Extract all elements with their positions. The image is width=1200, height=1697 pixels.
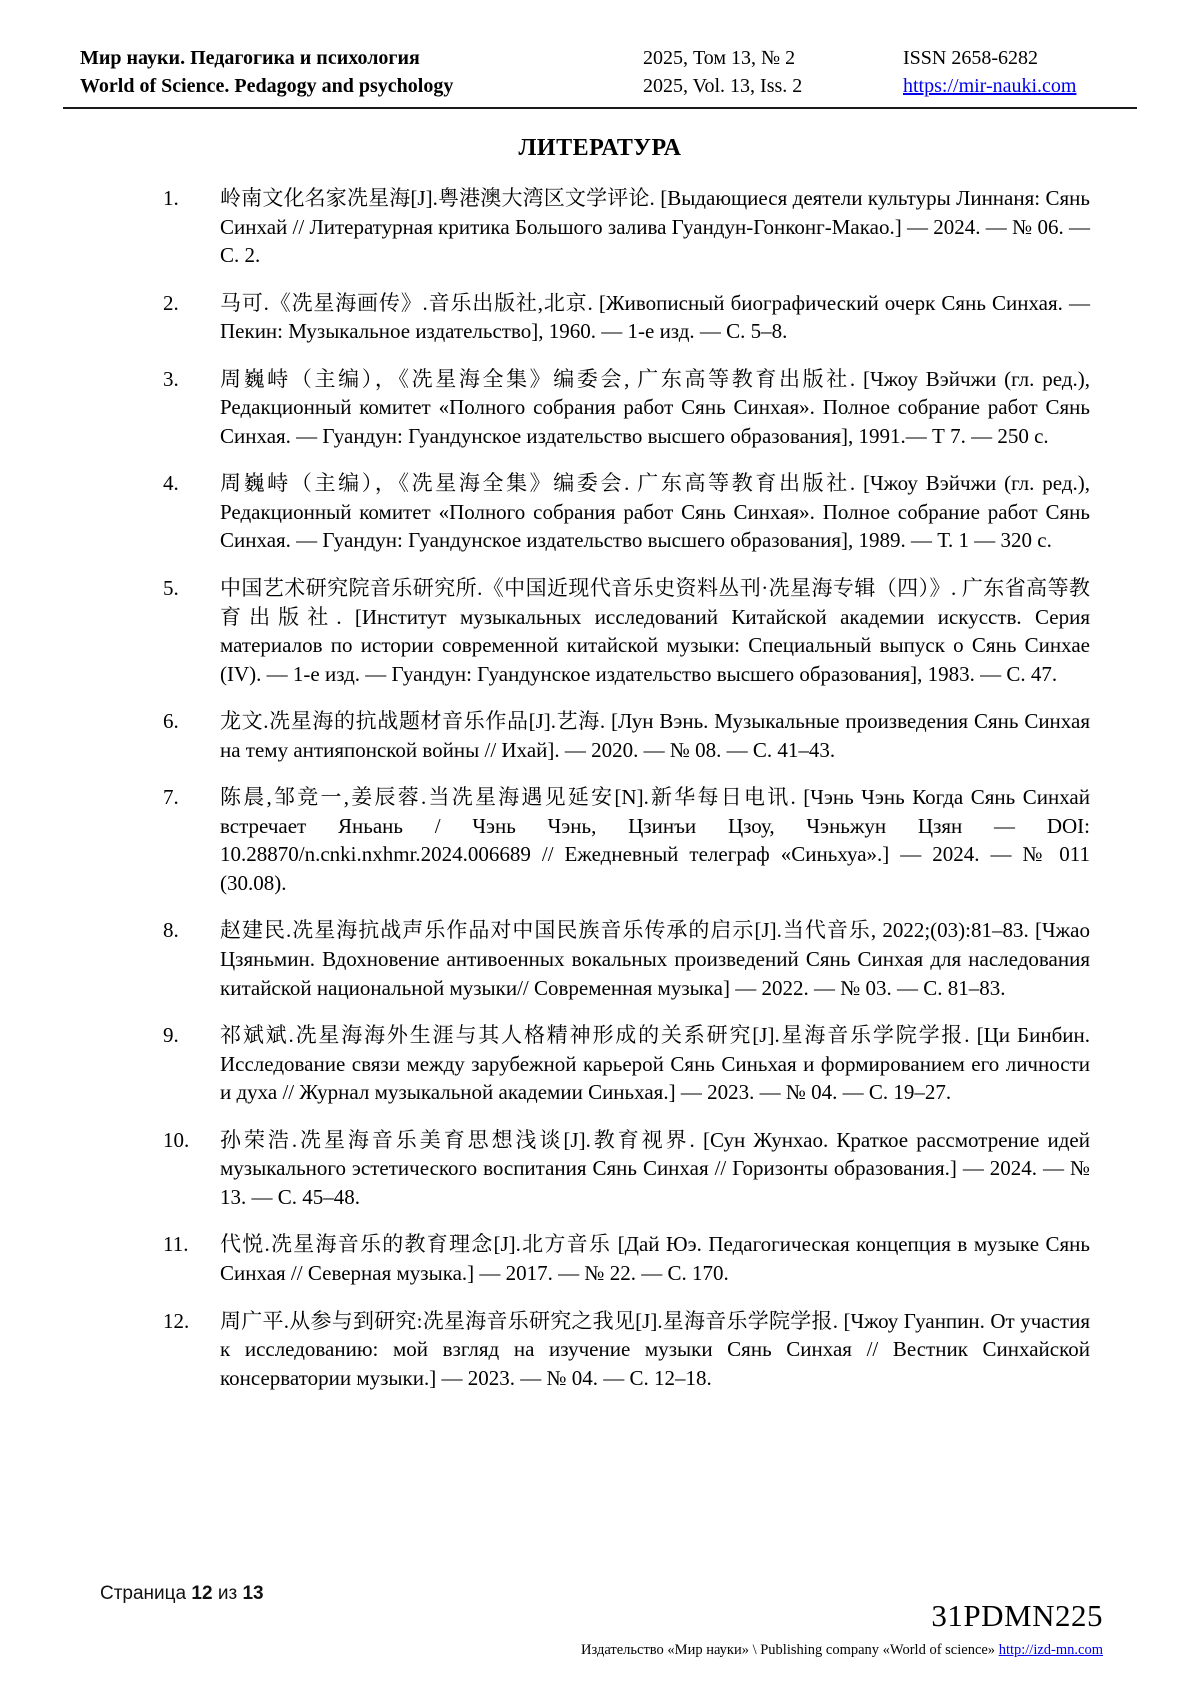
reference-item xyxy=(163,574,1090,688)
reference-text: 周巍峙（主编），《冼星海全集》编委会, 广东高等教育出版社. [Чжоу Вэйчжи (гл. ред.), Редакционный комитет «Полного собрания работ Сянь Синхая». Полное собрание работ Сянь Синхая. — Гуандун: Гуандунское издательство высшего образования], 1991.— Т 7. — 250 с. xyxy=(220,366,1090,448)
references-list xyxy=(163,184,1090,1392)
reference-number: 2. xyxy=(163,290,179,315)
reference-number: 7. xyxy=(163,785,179,810)
reference-text: 代悦.冼星海音乐的教育理念[J].北方音乐 [Дай Юэ. Педагогическая концепция в музыке Сянь Синхая // Северная музыка.] — 2017. — № 22. — С. 170. xyxy=(220,1232,1090,1285)
reference-number: 12. xyxy=(163,1308,190,1333)
reference-item xyxy=(163,783,1090,897)
section-title: ЛИТЕРАТУРА xyxy=(518,135,682,161)
reference-number: 5. xyxy=(163,576,179,601)
reference-item xyxy=(163,916,1090,1002)
document-code: 31PDMN225 xyxy=(931,1598,1103,1633)
publisher-note xyxy=(581,1642,1103,1659)
issue-info-ru: 2025, Том 13, № 2 xyxy=(643,47,796,69)
issn-block xyxy=(903,44,1137,100)
issue-info-en: 2025, Vol. 13, Iss. 2 xyxy=(643,75,803,97)
reference-text: 周巍峙（主编），《冼星海全集》编委会. 广东高等教育出版社. [Чжоу Вэйчжи (гл. ред.), Редакционный комитет «Полного собрания работ Сянь Синхая». Полное собрание работ Сянь Синхая. — Гуандун: Гуандунское издательство высшего образования], 1989. — Т. 1 — 320 с. xyxy=(220,471,1090,553)
reference-number: 6. xyxy=(163,709,179,734)
reference-text: 陈晨,邹竞一,姜辰蓉.当冼星海遇见延安[N].新华每日电讯. [Чэнь Чэнь Когда Сянь Синхай встречает Яньань / Чэнь Чэнь, Цзинъи Цзоу, Чэньжун Цзян — DOI: 10.28870/n.cnki.nxhmr.2024.006689 // Ежедневный телеграф «Синьхуа».] — 2024. — № 011 (30.08). xyxy=(220,785,1090,895)
reference-text: 马可.《冼星海画传》.音乐出版社,北京. [Живописный биографический очерк Сянь Синхая. — Пекин: Музыкальное издательство], 1960. — 1-е изд. — С. 5–8. xyxy=(220,290,1090,344)
reference-number: 4. xyxy=(163,471,179,496)
reference-item xyxy=(163,469,1090,555)
page-separator: из xyxy=(217,1583,238,1604)
page-indicator xyxy=(100,1583,264,1605)
journal-titles xyxy=(80,44,643,100)
issue-info xyxy=(643,44,903,100)
publisher-text: Издательство «Мир науки» \ Publishing company «World of science» xyxy=(581,1642,996,1658)
reference-text: 岭南文化名家冼星海[J].粤港澳大湾区文学评论. [Выдающиеся деятели культуры Линнаня: Сянь Синхай // Литературная критика Большого залива Гуандун-Гонконг-Макао.] — 2024. — № 06. — С. 2. xyxy=(220,186,1090,268)
page-total: 13 xyxy=(242,1583,264,1604)
reference-number: 10. xyxy=(163,1127,190,1152)
journal-title-ru: Мир науки. Педагогика и психология xyxy=(80,47,420,69)
reference-number: 11. xyxy=(163,1232,189,1257)
reference-item xyxy=(163,289,1090,346)
issn-label: ISSN 2658-6282 xyxy=(903,47,1039,69)
reference-item xyxy=(163,365,1090,451)
reference-item xyxy=(163,707,1090,764)
reference-text: 中国艺术研究院音乐研究所.《中国近现代音乐史资料丛刊·冼星海专辑（四）》. 广东省高等教育出版社. [Институт музыкальных исследований Китайской академии искусств. Серия материалов по истории современной китайской музыки: Специальный выпуск о Сянь Синхае (IV). — 1-е изд. — Гуандун: Гуандунское издательство высшего образования], 1983. — С. 47. xyxy=(220,576,1090,686)
reference-number: 9. xyxy=(163,1023,179,1048)
reference-text: 周广平.从参与到研究:冼星海音乐研究之我见[J].星海音乐学院学报. [Чжоу Гуанпин. От участия к исследованию: мой взгляд на изучение музыки Сянь Синхая // Вестник Синхайской консерватории музыки.] — 2023. — № 04. — С. 12–18. xyxy=(220,1308,1090,1390)
page-label-prefix: Страница xyxy=(100,1583,187,1604)
reference-number: 8. xyxy=(163,918,179,943)
reference-item xyxy=(163,1230,1090,1287)
publisher-link[interactable]: http://izd-mn.com xyxy=(998,1642,1103,1658)
reference-item xyxy=(163,184,1090,270)
reference-item xyxy=(163,1307,1090,1393)
header xyxy=(63,44,1137,109)
reference-number: 1. xyxy=(163,186,179,210)
reference-item xyxy=(163,1126,1090,1212)
page-current: 12 xyxy=(191,1583,213,1604)
reference-text: 赵建民.冼星海抗战声乐作品对中国民族音乐传承的启示[J].当代音乐, 2022;(03):81–83. [Чжао Цзяньмин. Вдохновение антивоенных вокальных произведений Сянь Синхая для наследования китайской национальной музыки// Современная музыка] — 2022. — № 03. — С. 81–83. xyxy=(220,918,1090,1000)
reference-text: 孙荣浩.冼星海音乐美育思想浅谈[J].教育视界. [Сун Жунхао. Краткое рассмотрение идей музыкального эстетического воспитания Сянь Синхая // Горизонты образования.] — 2024. — № 13. — С. 45–48. xyxy=(220,1127,1090,1209)
reference-text: 龙文.冼星海的抗战题材音乐作品[J].艺海. [Лун Вэнь. Музыкальные произведения Сянь Синхая на тему антияпонской войны // Ихай]. — 2020. — № 08. — С. 41–43. xyxy=(220,709,1090,762)
reference-number: 3. xyxy=(163,366,179,391)
reference-item xyxy=(163,1021,1090,1107)
reference-text: 祁斌斌.冼星海海外生涯与其人格精神形成的关系研究[J].星海音乐学院学报. [Ци Бинбин. Исследование связи между зарубежной карьерой Сянь Синьхая и формированием его личности и духа // Журнал музыкальной академии Синьхая.] — 2023. — № 04. — С. 19–27. xyxy=(220,1023,1090,1105)
journal-website-link[interactable]: https://mir-nauki.com xyxy=(903,75,1077,97)
journal-title-en: World of Science. Pedagogy and psychology xyxy=(80,75,454,97)
